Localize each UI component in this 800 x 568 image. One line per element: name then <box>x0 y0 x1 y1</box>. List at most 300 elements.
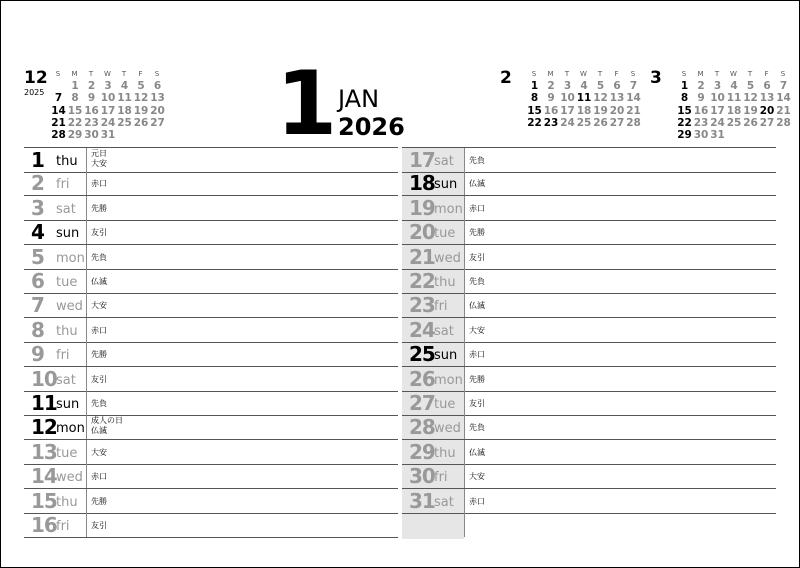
day-number: 11 <box>31 391 57 415</box>
note-line: 赤口 <box>469 203 485 213</box>
row-divider <box>86 342 87 366</box>
mini-day: 22 <box>67 116 83 129</box>
rokuyo-note <box>469 156 485 166</box>
mini-day: 31 <box>100 129 116 142</box>
day-number: 29 <box>409 439 435 464</box>
day-row[interactable] <box>402 293 776 318</box>
day-number: 14 <box>31 464 57 489</box>
mini-day: 11 <box>117 92 132 105</box>
mini-day: 12 <box>743 92 758 105</box>
mini-day: 27 <box>150 116 165 129</box>
day-row[interactable] <box>402 440 776 465</box>
day-number: 1 <box>31 148 45 172</box>
rokuyo-note <box>469 375 485 385</box>
mini-day: 18 <box>726 104 742 117</box>
mini-day: 6 <box>763 80 771 92</box>
day-row[interactable] <box>402 269 776 294</box>
day-of-week: wed <box>56 470 83 486</box>
rokuyo-note <box>91 179 107 189</box>
mini-day: 16 <box>84 104 99 117</box>
day-of-week: thu <box>434 275 456 290</box>
day-number: 19 <box>409 195 435 220</box>
day-row[interactable] <box>402 220 776 245</box>
mini-day: 2 <box>547 80 555 92</box>
rokuyo-note <box>91 301 107 311</box>
rokuyo-note <box>469 326 485 336</box>
day-number: 12 <box>31 415 57 440</box>
row-divider <box>86 415 87 439</box>
row-divider <box>86 148 87 172</box>
note-line: 大安 <box>91 447 107 457</box>
rokuyo-note <box>91 204 107 214</box>
day-of-week: thu <box>56 154 78 169</box>
note-line: 赤口 <box>469 350 485 360</box>
note-line: 大安 <box>91 301 107 311</box>
row-divider <box>464 513 465 537</box>
day-row[interactable] <box>24 415 398 440</box>
mini-day: 18 <box>117 104 132 117</box>
day-row[interactable] <box>402 318 776 343</box>
day-number: 8 <box>31 317 45 342</box>
day-of-week: sun <box>434 177 458 193</box>
note-line: 大安 <box>469 472 485 482</box>
day-number: 25 <box>409 342 435 367</box>
mini-day: 9 <box>87 92 96 105</box>
day-number: 26 <box>409 366 435 391</box>
mini-day: 20 <box>609 104 625 117</box>
mini-calendar-feb <box>500 70 640 140</box>
day-row[interactable] <box>24 440 398 465</box>
mini-dow-label: F <box>614 70 619 78</box>
row-divider <box>86 391 87 415</box>
day-number: 31 <box>409 488 435 513</box>
day-row[interactable] <box>402 489 776 514</box>
row-divider <box>86 367 87 391</box>
note-line: 先負 <box>469 156 485 165</box>
mini-day: 16 <box>693 104 709 117</box>
mini-day: 8 <box>680 92 689 105</box>
day-number: 23 <box>409 293 435 318</box>
row-divider <box>86 269 87 293</box>
mini-dow-label: W <box>104 70 111 78</box>
day-number: 15 <box>31 488 57 513</box>
rokuyo-note <box>91 497 107 507</box>
mini-day: 13 <box>150 92 165 105</box>
rokuyo-note <box>91 277 107 287</box>
mini-dow-label: S <box>531 70 537 78</box>
mini-day: 9 <box>697 92 705 105</box>
rokuyo-note <box>91 448 107 458</box>
mini-day: 21 <box>626 104 641 117</box>
mini-calendar-mar <box>650 70 790 140</box>
mini-day: 2 <box>697 80 705 92</box>
mini-day: 25 <box>726 116 742 129</box>
day-number: 16 <box>31 513 57 537</box>
day-row[interactable] <box>24 513 398 538</box>
note-line: 仏滅 <box>91 277 107 286</box>
rokuyo-note <box>469 448 485 458</box>
mini-day: 3 <box>104 80 112 92</box>
note-line: 先勝 <box>469 374 485 384</box>
row-divider <box>464 148 465 172</box>
mini-day: 12 <box>593 92 608 105</box>
row-divider <box>86 171 87 195</box>
row-divider <box>86 489 87 513</box>
rokuyo-note <box>91 149 107 169</box>
row-divider <box>464 293 465 317</box>
day-of-week: mon <box>434 372 463 388</box>
rokuyo-note <box>469 228 485 238</box>
mini-day: 5 <box>746 80 755 92</box>
note-line: 仏滅 <box>469 447 485 457</box>
mini-dow-label: F <box>138 70 143 78</box>
rokuyo-note <box>91 350 107 360</box>
mini-day: 20 <box>150 104 165 117</box>
day-row[interactable] <box>24 367 398 392</box>
mini-day: 6 <box>153 80 162 92</box>
mini-dow-label: W <box>580 70 587 78</box>
day-of-week: tue <box>56 275 78 290</box>
row-divider <box>464 464 465 488</box>
day-number: 28 <box>409 415 435 440</box>
mini-day: 7 <box>629 80 638 92</box>
day-row[interactable] <box>24 171 398 196</box>
mini-day: 10 <box>710 92 725 105</box>
day-number: 18 <box>409 171 435 196</box>
row-divider <box>464 220 465 244</box>
day-row[interactable] <box>24 147 398 173</box>
day-number: 3 <box>31 195 45 220</box>
day-row[interactable] <box>24 464 398 489</box>
mini-day: 27 <box>759 116 775 129</box>
mini-dow-label: T <box>714 70 720 78</box>
mini-day: 16 <box>543 104 559 117</box>
day-of-week: thu <box>56 494 78 510</box>
mini-day: 19 <box>133 104 149 117</box>
day-row[interactable] <box>24 269 398 294</box>
mini-day: 18 <box>576 104 592 117</box>
mini-day: 22 <box>677 116 692 129</box>
note-line: 先負 <box>91 399 107 408</box>
row-divider <box>464 342 465 366</box>
mini-day: 1 <box>680 80 689 92</box>
mini-dow-label: W <box>730 70 737 78</box>
day-of-week: fri <box>434 470 448 486</box>
mini-day: 21 <box>776 104 791 117</box>
note-line-2: 大安 <box>91 159 107 168</box>
rokuyo-note <box>469 497 485 507</box>
day-of-week: sat <box>56 201 76 217</box>
mini-day: 29 <box>67 129 83 142</box>
mini-dow-label: T <box>121 70 127 78</box>
note-line: 赤口 <box>91 325 107 335</box>
mini-day: 7 <box>54 92 63 105</box>
day-row[interactable] <box>24 220 398 245</box>
day-number: 6 <box>31 269 45 293</box>
mini-calendar-prev <box>24 70 164 140</box>
mini-dow-label: S <box>780 70 786 78</box>
day-of-week: sun <box>434 348 458 364</box>
note-line: 友引 <box>91 228 107 238</box>
mini-day: 2 <box>87 80 96 92</box>
mini-day: 27 <box>609 116 625 129</box>
day-of-week: wed <box>56 299 83 315</box>
day-of-week: sat <box>434 154 454 169</box>
mini-day: 28 <box>776 116 791 129</box>
day-of-week: tue <box>56 445 78 461</box>
blank-row <box>402 513 776 537</box>
note-line: 元日 <box>91 149 107 158</box>
note-line: 友引 <box>469 252 485 262</box>
day-row[interactable] <box>24 391 398 416</box>
mini-day: 4 <box>120 80 129 92</box>
month-number: 1 <box>276 52 336 155</box>
mini-dow-label: S <box>55 70 61 78</box>
note-line: 先勝 <box>469 228 485 238</box>
mini-month-number: 3 <box>650 68 662 88</box>
row-divider <box>464 367 465 391</box>
day-row[interactable] <box>24 293 398 318</box>
note-line: 友引 <box>469 399 485 408</box>
day-row[interactable] <box>402 367 776 392</box>
day-number: 21 <box>409 244 435 269</box>
mini-dow-label: S <box>154 70 160 78</box>
row-divider <box>86 245 87 269</box>
day-of-week: sat <box>434 494 454 510</box>
day-row[interactable] <box>402 342 776 367</box>
mini-day: 1 <box>530 80 539 92</box>
mini-day: 17 <box>100 104 116 117</box>
mini-day: 28 <box>626 116 641 129</box>
rokuyo-note <box>469 301 485 311</box>
day-number: 9 <box>31 342 45 367</box>
day-number: 10 <box>31 366 57 391</box>
day-row[interactable] <box>402 464 776 489</box>
row-divider <box>86 513 87 537</box>
row-divider <box>464 440 465 464</box>
mini-dow-label: T <box>747 70 753 78</box>
note-line: 友引 <box>91 374 107 384</box>
note-line: 仏滅 <box>469 179 485 189</box>
note-line: 友引 <box>91 521 107 530</box>
day-row[interactable] <box>402 245 776 270</box>
mini-day: 13 <box>609 92 625 105</box>
row-divider <box>464 269 465 293</box>
day-row[interactable] <box>402 415 776 440</box>
rokuyo-note <box>469 277 485 287</box>
rokuyo-note <box>469 179 485 189</box>
row-divider <box>86 318 87 342</box>
rokuyo-note <box>469 472 485 482</box>
year: 2026 <box>338 113 405 141</box>
day-of-week: wed <box>434 421 461 437</box>
mini-day: 14 <box>626 92 641 105</box>
rokuyo-note <box>91 253 107 263</box>
mini-day: 4 <box>580 80 588 92</box>
day-number: 4 <box>31 220 45 245</box>
mini-day: 13 <box>759 92 775 105</box>
mini-day: 26 <box>743 116 758 129</box>
row-divider <box>464 318 465 342</box>
note-line: 赤口 <box>469 496 485 506</box>
note-line: 先勝 <box>91 350 107 360</box>
mini-day: 5 <box>137 80 145 92</box>
rokuyo-note <box>469 253 485 263</box>
day-row[interactable] <box>402 147 776 173</box>
day-row[interactable] <box>24 342 398 367</box>
mini-day: 10 <box>560 92 575 105</box>
mini-day: 3 <box>563 80 572 92</box>
day-number: 24 <box>409 317 435 342</box>
note-line: 先勝 <box>91 496 107 506</box>
mini-day: 7 <box>779 80 788 92</box>
day-of-week: mon <box>434 201 463 217</box>
rokuyo-note <box>91 228 107 238</box>
note-line: 大安 <box>469 325 485 335</box>
mini-day: 10 <box>100 92 116 105</box>
mini-day: 20 <box>759 104 775 117</box>
mini-month-number: 2 <box>500 68 512 88</box>
note-line-2: 仏滅 <box>91 426 107 436</box>
mini-dow-label: T <box>597 70 603 78</box>
day-of-week: tue <box>434 226 456 242</box>
mini-dow-label: S <box>681 70 687 78</box>
mini-dow-label: M <box>71 70 78 78</box>
mini-day: 29 <box>677 129 692 142</box>
day-of-week: sun <box>56 397 80 412</box>
rokuyo-note <box>91 416 123 436</box>
mini-day: 23 <box>543 116 559 129</box>
day-of-week: wed <box>434 250 461 266</box>
day-row[interactable] <box>24 489 398 514</box>
mini-day: 25 <box>576 116 592 129</box>
day-number: 20 <box>409 220 435 245</box>
mini-day: 11 <box>576 92 592 105</box>
row-divider <box>464 489 465 513</box>
day-of-week: tue <box>434 397 456 412</box>
day-of-week: sat <box>56 372 76 388</box>
day-number: 5 <box>31 244 45 269</box>
day-row[interactable] <box>24 196 398 221</box>
mini-day: 23 <box>693 116 709 129</box>
note-line: 先負 <box>469 423 485 433</box>
row-divider <box>86 464 87 488</box>
row-divider <box>464 415 465 439</box>
mini-day: 24 <box>710 116 725 129</box>
mini-dow-label: T <box>564 70 570 78</box>
mini-day: 19 <box>593 104 608 117</box>
rokuyo-note <box>469 350 485 360</box>
mini-day: 17 <box>710 104 725 117</box>
rokuyo-note <box>469 399 485 409</box>
rokuyo-note <box>469 204 485 214</box>
mini-day: 26 <box>593 116 608 129</box>
day-number: 2 <box>31 171 45 196</box>
rokuyo-note <box>91 472 107 482</box>
mini-dow-label: M <box>697 70 704 78</box>
note-line: 先勝 <box>91 203 107 213</box>
note-line: 先負 <box>469 277 485 286</box>
mini-dow-label: T <box>88 70 94 78</box>
mini-day: 24 <box>560 116 575 129</box>
row-divider <box>86 220 87 244</box>
day-row[interactable] <box>402 196 776 221</box>
mini-day: 4 <box>730 80 738 92</box>
day-of-week: fri <box>56 519 70 534</box>
row-divider <box>86 196 87 220</box>
day-number: 22 <box>409 269 435 293</box>
mini-dow-label: M <box>547 70 554 78</box>
mini-day: 17 <box>560 104 575 117</box>
day-of-week: sun <box>56 226 80 242</box>
day-of-week: thu <box>56 323 78 339</box>
mini-day: 22 <box>527 116 542 129</box>
month-abbr: JAN <box>338 85 380 113</box>
mini-day: 15 <box>677 104 692 117</box>
day-row[interactable] <box>402 171 776 196</box>
rokuyo-note <box>91 375 107 385</box>
row-divider <box>464 245 465 269</box>
row-divider <box>464 196 465 220</box>
mini-day: 11 <box>726 92 742 105</box>
rokuyo-note <box>91 521 107 531</box>
note-line: 仏滅 <box>469 301 485 311</box>
mini-day: 8 <box>71 92 79 105</box>
row-divider <box>464 391 465 415</box>
mini-day: 24 <box>100 116 116 129</box>
day-number: 30 <box>409 464 435 489</box>
day-of-week: fri <box>434 299 448 315</box>
mini-day: 5 <box>596 80 605 92</box>
mini-year: 2025 <box>24 88 45 97</box>
mini-day: 12 <box>133 92 149 105</box>
row-divider <box>86 293 87 317</box>
note-line: 赤口 <box>91 179 107 189</box>
note-line: 赤口 <box>91 472 107 482</box>
day-number: 13 <box>31 439 57 464</box>
mini-day: 21 <box>51 116 66 129</box>
mini-dow-label: S <box>630 70 636 78</box>
mini-day: 6 <box>613 80 621 92</box>
mini-day: 15 <box>527 104 542 117</box>
day-row[interactable] <box>24 245 398 270</box>
mini-day: 30 <box>84 129 99 142</box>
mini-day: 30 <box>693 129 709 142</box>
mini-day: 15 <box>67 104 83 117</box>
mini-day: 3 <box>713 80 722 92</box>
mini-day: 23 <box>84 116 99 129</box>
mini-day: 14 <box>776 92 791 105</box>
note-line: 先負 <box>91 252 107 262</box>
note-line: 成人の日 <box>91 416 123 426</box>
rokuyo-note <box>91 326 107 336</box>
row-divider <box>464 171 465 195</box>
rokuyo-note <box>91 399 107 409</box>
mini-day: 25 <box>117 116 132 129</box>
day-of-week: mon <box>56 421 85 437</box>
mini-day: 19 <box>743 104 758 117</box>
mini-day: 1 <box>71 80 79 92</box>
day-of-week: thu <box>434 445 456 461</box>
day-row[interactable] <box>402 391 776 416</box>
mini-day: 8 <box>530 92 539 105</box>
day-of-week: fri <box>56 177 70 193</box>
day-row[interactable] <box>24 318 398 343</box>
mini-day: 9 <box>547 92 555 105</box>
mini-day: 31 <box>710 129 725 142</box>
day-of-week: mon <box>56 250 85 266</box>
mini-day: 26 <box>133 116 149 129</box>
